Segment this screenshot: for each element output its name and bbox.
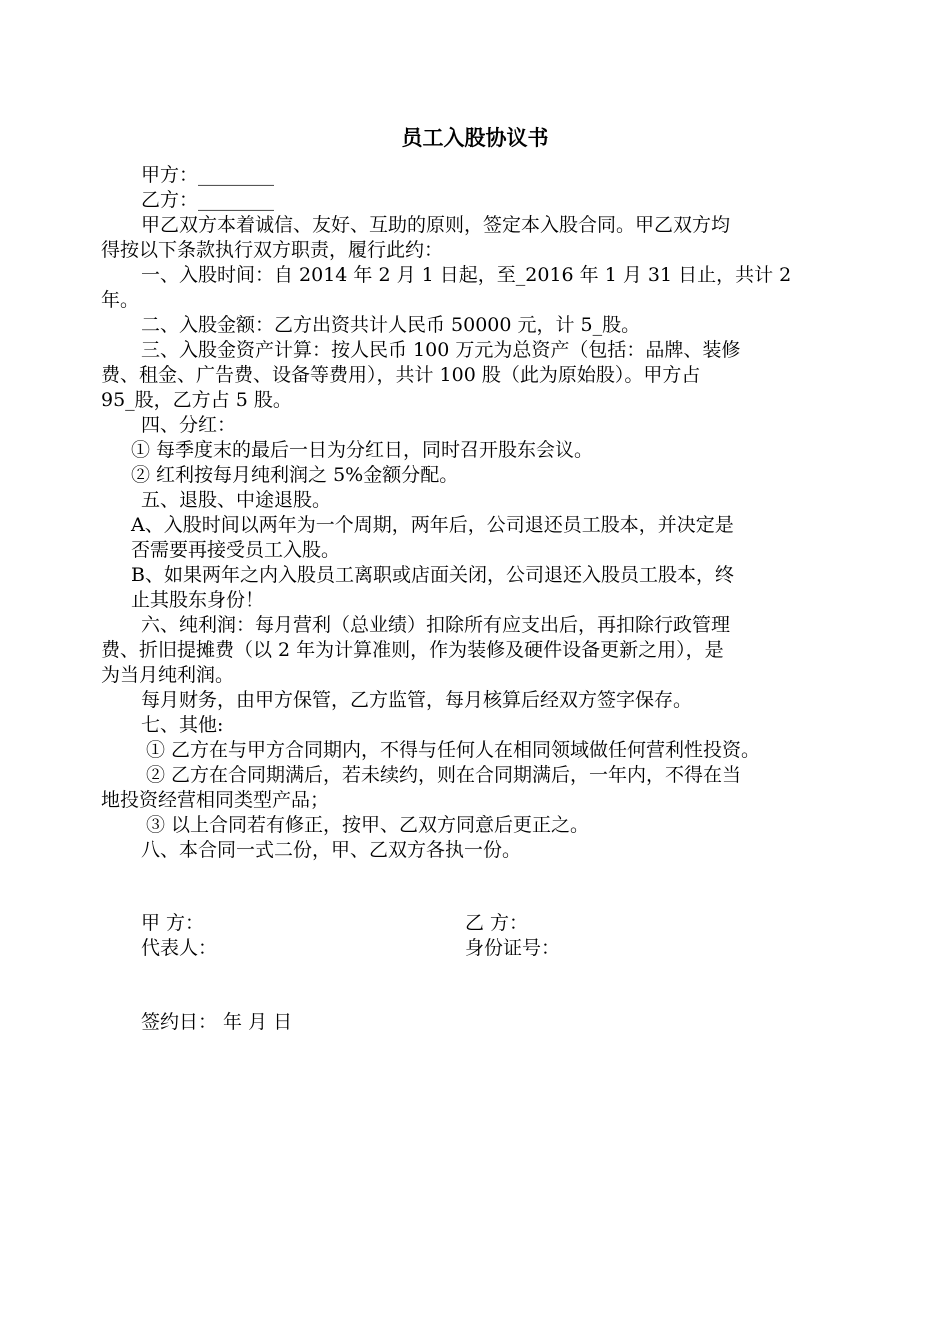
clause-5-b-line-1: B、如果两年之内入股员工离职或店面关闭，公司退还入股员工股本，终	[131, 564, 734, 586]
clause-2: 二、入股金额：乙方出资共计人民币 50000 元，计 5_股。	[141, 314, 641, 336]
clause-1-line-2: 年。	[101, 289, 140, 311]
clause-6-finance: 每月财务，由甲方保管，乙方监管，每月核算后经双方签字保存。	[141, 689, 693, 711]
clause-7-item-1: ① 乙方在与甲方合同期内，不得与任何人在相同领域做任何营利性投资。	[146, 739, 761, 761]
clause-4-heading: 四、分红：	[141, 414, 237, 436]
clause-3-line-3: 95_股，乙方占 5 股。	[101, 389, 292, 411]
party-b-line: 乙方：________	[141, 189, 275, 211]
party-a-line: 甲方：________	[141, 164, 275, 186]
intro-line-2: 得按以下条款执行双方职责，履行此约：	[101, 239, 444, 261]
clause-8: 八、本合同一式二份，甲、乙双方各执一份。	[141, 839, 522, 861]
clause-6-line-3: 为当月纯利润。	[101, 664, 235, 686]
signature-id-number: 身份证号：	[465, 937, 561, 959]
clause-1-line-1: 一、入股时间：自 2014 年 2 月 1 日起，至_2016 年 1 月 31 日止，共计 2	[141, 264, 792, 286]
clause-7-item-2-line-1: ② 乙方在合同期满后，若未续约，则在合同期满后，一年内，不得在当	[146, 764, 742, 786]
clause-6-line-1: 六、纯利润：每月营利（总业绩）扣除所有应支出后，再扣除行政管理	[141, 614, 731, 636]
clause-3-line-1: 三、入股金资产计算：按人民币 100 万元为总资产（包括：品牌、装修	[141, 339, 741, 361]
document-title: 员工入股协议书	[401, 126, 549, 150]
clause-7-heading: 七、其他:	[141, 714, 224, 736]
clause-7-item-2-line-2: 地投资经营相同类型产品；	[101, 789, 330, 811]
signing-date: 签约日： 年 月 日	[141, 1011, 293, 1033]
signature-party-a: 甲 方：	[141, 912, 205, 934]
clause-4-item-2: ② 红利按每月纯利润之 5%金额分配。	[131, 464, 459, 486]
clause-5-a-line-1: A、入股时间以两年为一个周期，两年后，公司退还员工股本，并决定是	[131, 514, 734, 536]
clause-5-b-line-2: 止其股东身份！	[131, 589, 265, 611]
clause-7-item-3: ③ 以上合同若有修正，按甲、乙双方同意后更正之。	[146, 814, 590, 836]
clause-4-item-1: ① 每季度末的最后一日为分红日，同时召开股东会议。	[131, 439, 594, 461]
intro-line-1: 甲乙双方本着诚信、友好、互助的原则，签定本入股合同。甲乙双方均	[141, 214, 731, 236]
signature-representative: 代表人：	[141, 937, 218, 959]
clause-5-heading: 五、退股、中途退股。	[141, 489, 332, 511]
clause-5-a-line-2: 否需要再接受员工入股。	[131, 539, 341, 561]
signature-party-b: 乙 方：	[465, 912, 529, 934]
clause-3-line-2: 费、租金、广告费、设备等费用），共计 100 股（此为原始股）。甲方占	[101, 364, 701, 386]
clause-6-line-2: 费、折旧提摊费（以 2 年为计算准则，作为装修及硬件设备更新之用），是	[101, 639, 724, 661]
